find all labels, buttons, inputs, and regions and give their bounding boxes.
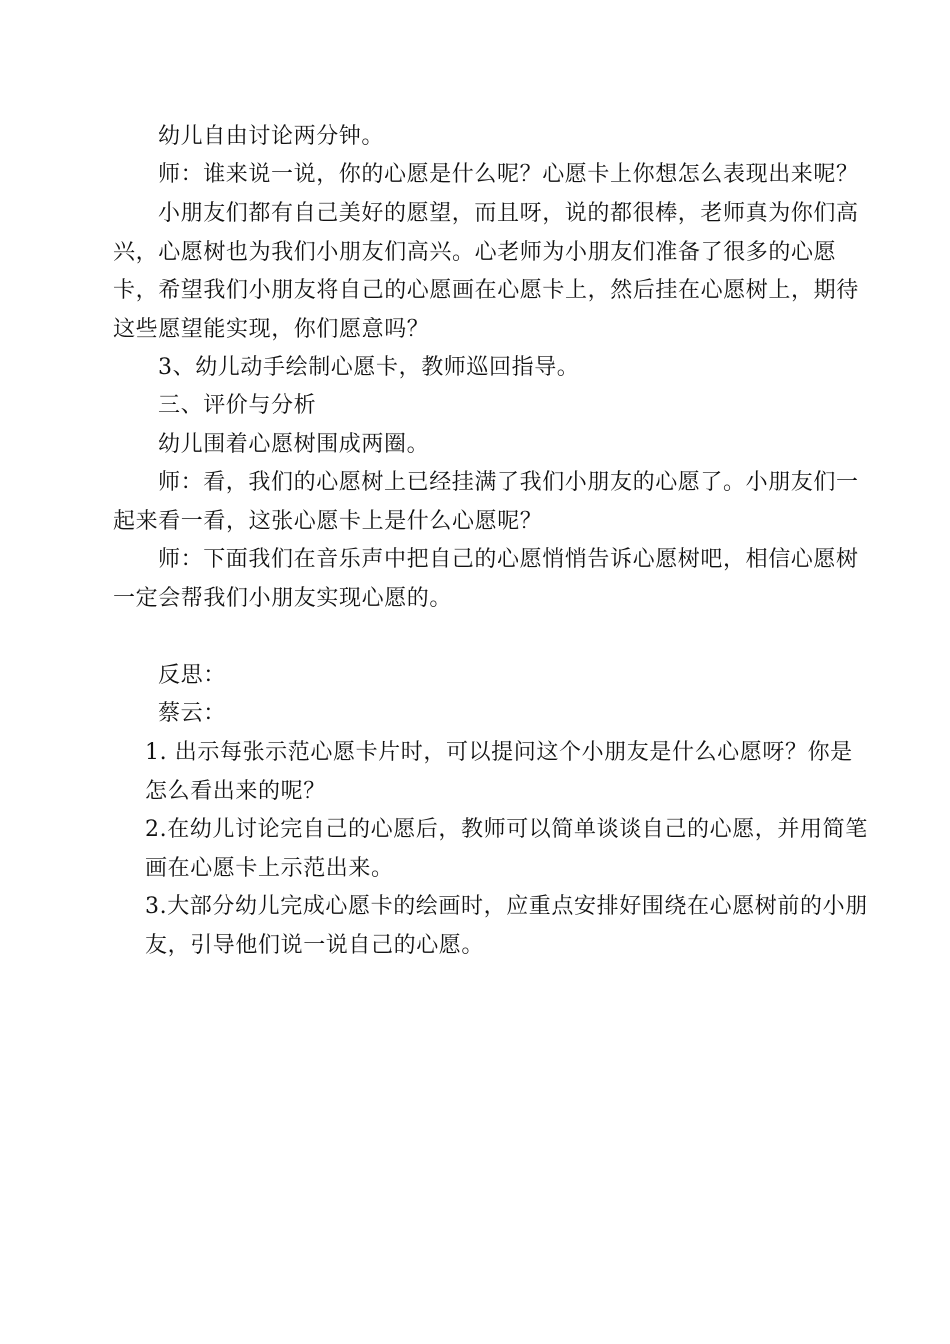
author-label: 蔡云： bbox=[158, 701, 226, 726]
paragraph-teacher-question: 师：谁来说一说，你的心愿是什么呢？心愿卡上你想怎么表现出来呢？ bbox=[158, 162, 859, 187]
section-heading-evaluation: 三、评价与分析 bbox=[158, 393, 317, 418]
paragraph-wish-card-intro: 小朋友们都有自己美好的愿望，而且呀，说的都很棒，老师真为你们高兴，心愿树也为我们小朋友们高兴。心老师为小朋友们准备了很多的心愿卡，希望我们小朋友将自己的心愿画在心愿卡上，然后挂在心愿树上，期待这些愿望能实现，你们愿意吗？ bbox=[113, 201, 859, 342]
reflection-item-3: 3.大部分幼儿完成心愿卡的绘画时，应重点安排好围绕在心愿树前的小朋友，引导他们说一说自己的心愿。 bbox=[145, 894, 868, 958]
reflection-item-1: 1. 出示每张示范心愿卡片时，可以提问这个小朋友是什么心愿呀？你是怎么看出来的呢？ bbox=[145, 740, 853, 804]
paragraph-discussion: 幼儿自由讨论两分钟。 bbox=[158, 124, 385, 149]
paragraph-step-3: 3、幼儿动手绘制心愿卡，教师巡回指导。 bbox=[158, 355, 580, 380]
reflection-item-2: 2.在幼儿讨论完自己的心愿后，教师可以简单谈谈自己的心愿，并用简笔画在心愿卡上示范出来。 bbox=[145, 817, 868, 881]
paragraph-circle: 幼儿围着心愿树围成两圈。 bbox=[158, 432, 430, 457]
reflection-label: 反思： bbox=[158, 663, 226, 688]
paragraph-teacher-look: 师：看，我们的心愿树上已经挂满了我们小朋友的心愿了。小朋友们一起来看一看，这张心愿卡上是什么心愿呢？ bbox=[113, 470, 859, 534]
paragraph-teacher-music: 师：下面我们在音乐声中把自己的心愿悄悄告诉心愿树吧，相信心愿树一定会帮我们小朋友实现心愿的。 bbox=[113, 547, 859, 611]
